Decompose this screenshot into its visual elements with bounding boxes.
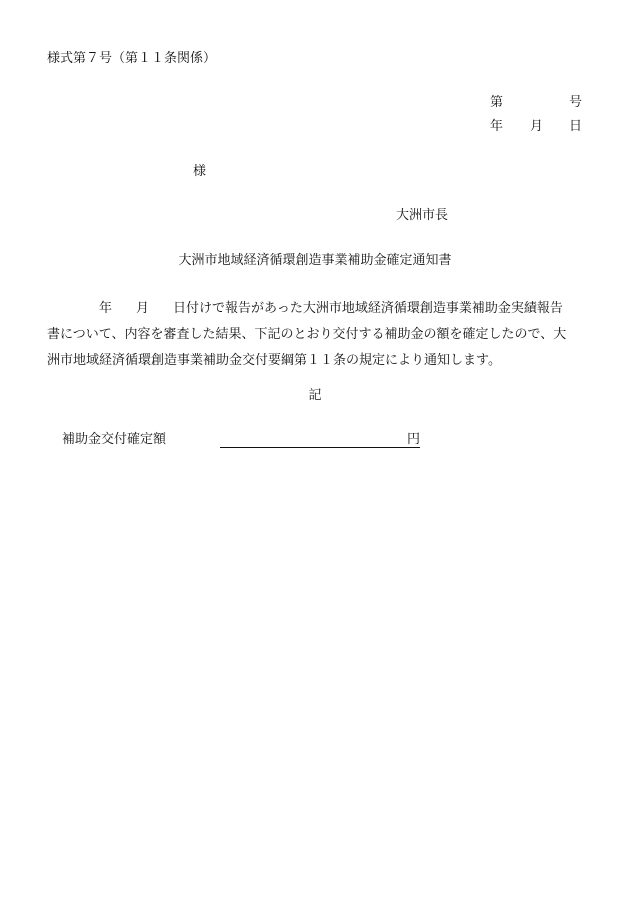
amount-unit: 円 [406, 432, 420, 447]
form-number: 様式第７号（第１１条関係） [47, 51, 217, 66]
body-line-3: 洲市地域経済循環創造事業補助金交付要綱第１１条の規定により通知します。 [47, 353, 501, 368]
body-line-2: 書について、内容を審査した結果、下記のとおり交付する補助金の額を確定したので、大 [47, 327, 567, 342]
body-month: 月 [136, 301, 150, 316]
document-title: 大洲市地域経済循環創造事業補助金確定通知書 [178, 253, 452, 268]
date-year: 年 [490, 119, 504, 134]
reference-dai: 第 [490, 95, 504, 110]
issue-date [488, 120, 584, 134]
date-month: 月 [530, 119, 544, 134]
amount-label: 補助金交付確定額 [62, 432, 167, 447]
date-day: 日 [568, 119, 582, 134]
body-line-1-text: 日付けで報告があった大洲市地域経済循環創造事業補助金実績報告 [173, 301, 563, 316]
body-line-1 [47, 296, 587, 322]
amount-field [220, 432, 420, 448]
body-year: 年 [99, 301, 113, 316]
issuer-name: 大洲市長 [396, 208, 449, 223]
reference-go: 号 [568, 95, 582, 110]
recipient-honorific: 様 [193, 164, 207, 179]
reference-number [488, 96, 584, 110]
note-heading: 記 [308, 388, 322, 403]
body-text [47, 296, 587, 374]
